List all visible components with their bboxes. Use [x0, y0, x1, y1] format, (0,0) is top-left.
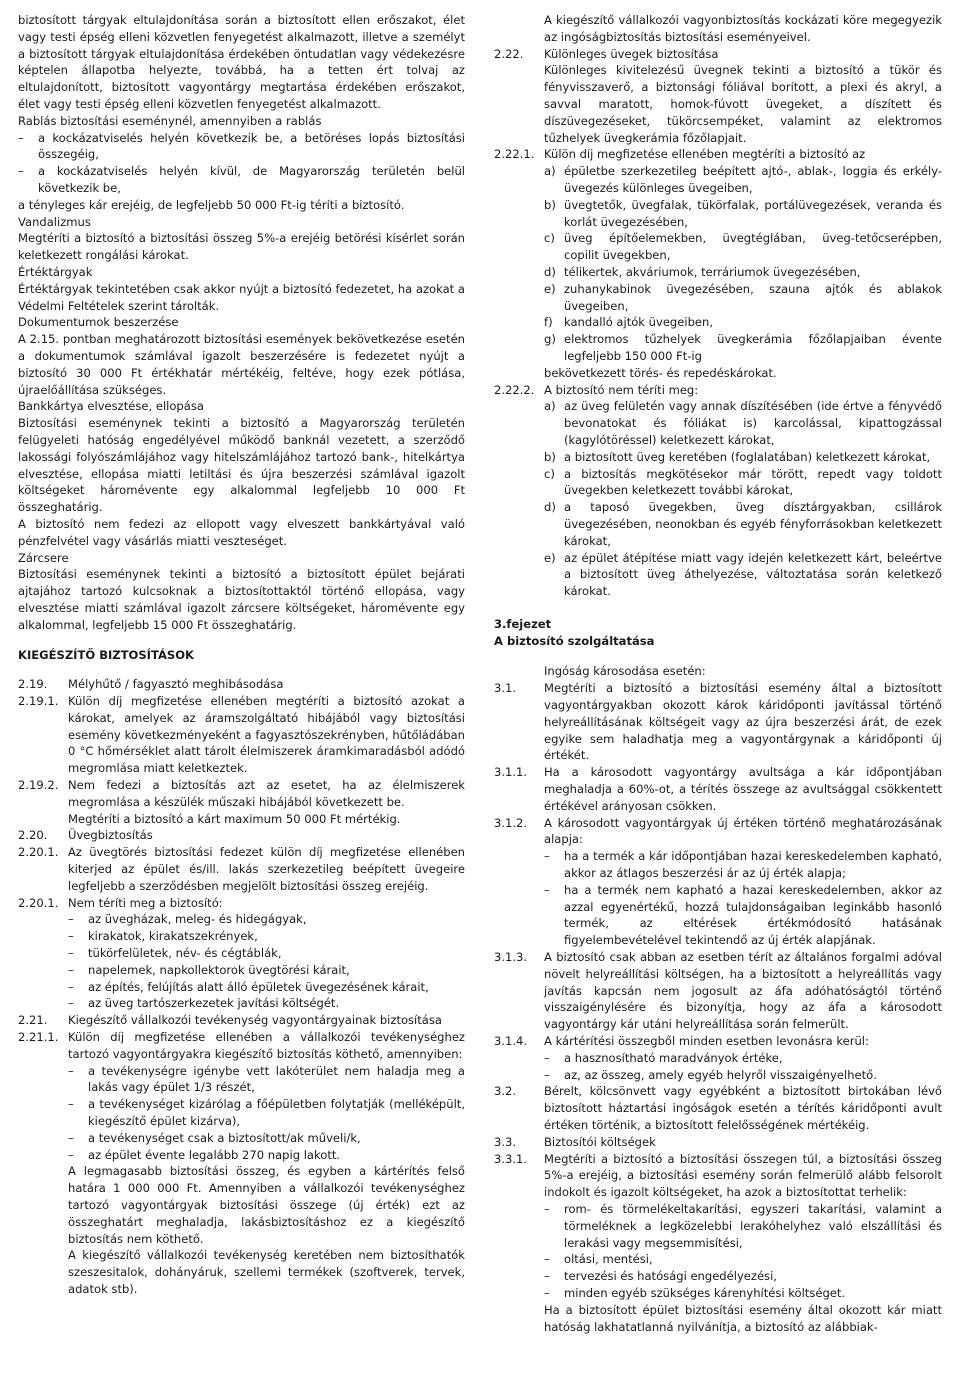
intro-paragraph: biztosított tárgyak eltulajdonítása során a biztosított ellen erőszakot, élet vagy testi épség elleni közvetlen fenyegetést alkalmazott, illetve a személyt a biztosított tárgyak eltulajdonítása érdekében öntudatlan vagy védekezésre képtelen állapotba helyezte, továbbá, ha a tetten ért tolvaj az eltulajdonított, biztosított vagyontárgy megtartása érdekében erőszakot, élet vagy testi épség elleni közvetlen fenyegetést alkalmazott. [18, 13, 465, 111]
numbered-item: 2.22. Különleges üvegek biztosítása [494, 46, 719, 61]
list-item: g) elektromos tűzhelyek üvegkerámia főzőlapjaiban évente legfeljebb 150 000 Ft-ig [544, 332, 942, 363]
numbered-item: 3.1.4. A kártérítési összegből minden esetben levonásra kerül: [494, 1034, 869, 1049]
kiegeszito-heading: KIEGÉSZÍTŐ BIZTOSÍTÁSOK [18, 648, 194, 663]
chapter-number: 3.fejezet [494, 616, 552, 631]
dash-list [18, 911, 465, 1012]
list-item: – oltási, mentési, [544, 1252, 653, 1267]
section-heading: Zárcsere [18, 550, 69, 565]
numbered-item: 3.1.3. A biztosító csak abban az esetben térít az általános forgalmi adóval növelt helyreállítási költségen, ha a biztosított a helyreállítás vagy javítás kapcsán nem jogosult az áfa adóhatóságtól történő visszaigénylésére és bizonyítja, hogy az áfa a károsodott vagyontárgy kár utáni helyreállítása során felmerült. [494, 950, 942, 1032]
list-item: d) télikertek, akváriumok, terráriumok üvegezésében, [544, 264, 861, 279]
list-item: a) az üveg felületén vagy annak díszítésében (ide értve a fényvédő bevonatokat és fóliákat is) karcolással, kipattogzással (kagylótöréssel) keletkezett károkat, [544, 399, 942, 447]
list-item: c) üveg építőelemekben, üvegtéglában, üveg-tetőcserépben, copilit üvegekben, [544, 231, 942, 263]
numbered-item: 2.21. Kiegészítő vállalkozói tevékenység vagyontárgyainak biztosítása [18, 1013, 442, 1028]
list-item: f) kandalló ajtók üvegeiben, [544, 315, 713, 330]
numbered-item: 2.19.1. Külön díj megfizetése ellenében megtéríti a biztosító azokat a károkat, amelyek az áramszolgáltató hibájából vagy biztosítási esemény következményeként a fagyasztószekrényben, hűtőládában 0 °C hőmérséklet alatt tárolt élelmiszerek áramkimaradásból adódó megromlása miatt keletkeztek. [18, 694, 465, 776]
numbered-item: 2.19.2. Nem fedezi a biztosítás azt az esetet, ha az élelmiszerek megromlása a készülék műszaki hibájából következett be. [18, 778, 465, 809]
list-item: – a tevékenységet csak a biztosított/ak műveli/k, [68, 1130, 361, 1145]
numbered-item: 3.1. Megtéríti a biztosító a biztosítási esemény által a biztosított vagyontárgyakban okozott károk káridőponti javítással történő helyreállításának költségeit vagy az újra beszerzési árát, de ezek egyike sem haladhatja meg a vagyontárgynak a káridőponti új értékét. [494, 681, 942, 763]
dash-list [18, 1063, 465, 1164]
list-item: b) a biztosított üveg keretében (foglalatában) keletkezett károkat, [544, 449, 931, 464]
indented-paragraph: Különleges kivitelezésű üvegnek tekinti a biztosító a tükör és fényvisszaverő, a biztonsági fóliával borított, a plexi és akryl, a savval maratott, homok-fúvott üvegeket, a díszített és díszüvegezéseket, tükörcsempéket, valamint az elektromos tűzhelyek üvegkerámia főzőlapjait. [544, 63, 942, 145]
list-item: – kirakatok, kirakatszekrények, [68, 929, 258, 944]
bank-paragraph-2: A biztosító nem fedezi az ellopott vagy elveszett bankkártyával való pénzfelvétel vagy vásárlás miatti veszteséget. [18, 516, 465, 548]
bank-paragraph: Biztosítási eseménynek tekinti a biztosító a Magyarország területén felügyeleti hatóság engedélyével működő banknál vezetett, a szerződő lakossági folyószámlájához vagy hitelszámlájához tartozó bank-, hitelkártya elvesztése, ellopása miatti letiltási és újra beszerzési számlával igazolt költségeket háromévente egy alkalommal legfeljebb 10 000 Ft összeghatárig. [18, 416, 465, 515]
list-item: – a kockázatviselés helyén következik be, a betöréses lopás biztosítási összegéig, [18, 130, 465, 162]
dash-list [494, 848, 942, 949]
list-item: – az üveg tartószerkezetek javítási költségét. [68, 996, 340, 1011]
indented-paragraph: Ha a biztosított épület biztosítási esemény által okozott kár miatt hatóság lakhatatlanná nyilvánítja, a biztosító az alábbiak- [544, 1302, 942, 1334]
list-item: b) üvegtetők, üvegfalak, tükörfalak, portálüvegezések, veranda és korlát üvegezésében, [544, 197, 942, 229]
numbered-item: 2.20. Üvegbiztosítás [18, 828, 153, 843]
list-item: – tükörfelületek, név- és cégtáblák, [68, 946, 282, 961]
ertek-paragraph: Értéktárgyak tekintetében csak akkor nyújt a biztosító fedezetet, ha azokat a Védelmi Feltételek szerint tárolták. [18, 281, 465, 313]
list-item: – ha a termék nem kapható a hazai kereskedelemben, akkor az azzal egyenértékű, hozzá tulajdonságaiban leginkább hasonló termék, az eltérések értékmódosító hatásának figyelembevételével tekintendő az új érték alapjának. [544, 882, 942, 948]
list-item: – tervezési és hatósági engedélyezési, [544, 1269, 777, 1284]
indented-paragraph: A kiegészítő vállalkozói tevékenység keretében nem biztosíthatók szeszesitalok, dohányáruk, szellemi termékek (szoftverek, tervek, adatok stb). [68, 1248, 465, 1296]
list-item: e) az épület átépítése miatt vagy idején keletkezett kárt, beleértve a biztosított üveg áthelyezése, változtatása során keletkező károkat. [544, 550, 942, 599]
list-item: – a tevékenységet kizárólag a főépületben folytatják (melléképült, kiegészítő épület kizárva), [68, 1097, 465, 1128]
list-item: – napelemek, napkollektorok üvegtörési kárait, [68, 962, 350, 977]
vandal-paragraph: Megtéríti a biztosító a biztosítási összeg 5%-a erejéig betörési kísérlet során keletkezett rongálási károkat. [18, 231, 465, 263]
list-item: – rom- és törmelékeltakarítási, egyszeri takarítási, valamint a törmeléknek a legközelebbi lerakóhelyhez való elszállítási és lerakási vagy megsemmisítési, [544, 1201, 942, 1250]
dash-list [494, 1201, 942, 1302]
list-item: c) a biztosítás megkötésekor már törött, repedt vagy toldott üvegekben keletkezett további károkat, [544, 466, 942, 498]
section-heading: Bankkártya elvesztése, ellopása [18, 399, 204, 414]
list-item: a) épületbe szerkezetileg beépített ajtó-, ablak-, loggia és erkély-üvegezés különleges üvegeiben, [544, 164, 942, 195]
list-item: – az, az összeg, amely egyéb helyről visszaigényelhető. [544, 1067, 877, 1082]
list-item: – a tevékenységre igénybe vett lakóterület nem haladja meg a lakás vagy épület 1/3 részét, [68, 1063, 465, 1095]
list-item: e) zuhanykabinok üvegezésében, szauna ajtók és ablakok üvegeiben, [544, 281, 942, 313]
indented-paragraph: Ingóság károsodása esetén: [544, 664, 706, 679]
numbered-item: 3.3.1. Megtéríti a biztosító a biztosítási összegen túl, a biztosítási összeg 5%-a erejéig, a biztosítási esemény során felmerülő alább felsorolt indokolt és igazolt költségeket, ha azok a biztosítottat terhelik: [494, 1151, 942, 1200]
rablas-end: a tényleges kár erejéig, de legfeljebb 50 000 Ft-ig téríti a biztosító. [18, 197, 405, 212]
lettered-list [494, 163, 942, 365]
numbered-item: 2.22.2. A biztosító nem téríti meg: [494, 382, 699, 397]
list-item: – az üvegházak, meleg- és hidegágyak, [68, 912, 307, 927]
list-item: – az épület évente legalább 270 napig lakott. [68, 1147, 341, 1162]
indented-paragraph: A legmagasabb biztosítási összeg, és egyben a kártérítés felső határa 1 000 000 Ft. Amennyiben a vállalkozói tevékenységhez tartozó vagyontárgyak biztosítási összege (új érték) ezt az összeghatárt meghaladja, lakásbiztosításhoz ez a kiegészítő biztosítás nem köthető. [68, 1164, 465, 1246]
section-heading: Vandalizmus [18, 214, 91, 229]
list-item: d) a taposó üvegekben, üveg dísztárgyakban, csillárok üvegezésében, neonokban és egyéb fényforrásokban keletkezett károkat, [544, 500, 942, 548]
section-heading: Dokumentumok beszerzése [18, 315, 179, 330]
indented-paragraph: A kiegészítő vállalkozói vagyonbiztosítás kockázati köre megegyezik az ingóságbiztosítás biztosítási eseményeivel. [544, 13, 942, 44]
indented-paragraph: bekövetkezett törés- és repedéskárokat. [544, 365, 777, 380]
dash-list [494, 1050, 942, 1084]
numbered-item: 3.3. Biztosítói költségek [494, 1134, 656, 1149]
chapter-title: A biztosító szolgáltatása [494, 633, 655, 648]
numbered-item: 2.21.1. Külön díj megfizetése ellenében a vállalkozói tevékenységhez tartozó vagyontárgyakra kiegészítő biztosítás köthető, amennyiben: [18, 1030, 465, 1061]
indented-paragraph: Megtéríti a biztosító a kárt maximum 50 000 Ft mértékig. [68, 811, 401, 826]
list-item: – minden egyéb szükséges kárenyhítési költséget. [544, 1285, 846, 1300]
list-item: – a hasznosítható maradványok értéke, [544, 1050, 783, 1065]
lettered-list [494, 398, 942, 600]
numbered-item: 3.1.1. Ha a károsodott vagyontárgy avultsága a kár időpontjában meghaladja a 60%-ot, a térítés összege az avultsággal csökkentett értékével arányosan csökken. [494, 765, 942, 813]
dash-marker: – [18, 164, 24, 179]
section-heading: Értéktárgyak [18, 264, 93, 279]
rablas-intro: Rablás biztosítási eseménynél, amennyiben a rablás [18, 113, 322, 128]
list-item: – ha a termék a kár időpontjában hazai kereskedelemben kapható, akkor az átlagos beszerzési ár az új érték alapja; [544, 849, 942, 881]
numbered-item: 2.22.1. Külön díj megfizetése ellenében megtéríti a biztosító az [494, 147, 866, 162]
dash-marker: – [18, 130, 24, 145]
numbered-item: 2.19. Mélyhűtő / fagyasztó meghibásodása [18, 677, 284, 692]
dok-paragraph: A 2.15. pontban meghatározott biztosítási események bekövetkezése esetén a dokumentumok számlával igazolt beszerzésére is fedezetet nyújt a biztosító 30 000 Ft értékhatár mértékéig, feltéve, hogy ezek pótlása, újraelőállítása szükséges. [18, 332, 465, 397]
list-item: – az építés, felújítás alatt álló épületek üvegezésének kárait, [68, 979, 429, 994]
numbered-item: 2.20.1. Nem téríti meg a biztosító: [18, 895, 223, 910]
left-column [18, 12, 465, 1298]
numbered-item: 3.1.2. A károsodott vagyontárgyak új értéken történő meghatározásának alapja: [494, 815, 942, 847]
zar-paragraph: Biztosítási eseménynek tekinti a biztosító a biztosított épület bejárati ajtajához tartozó kulcsoknak a biztosítottaktól történő ellopása, vagy elvesztése miatti számlával igazolt zárcsere költségeket, háromévente egy alkalommal, legfeljebb 15 000 Ft összeghatárig. [18, 567, 465, 632]
numbered-item: 3.2. Bérelt, kölcsönvett vagy egyébként a biztosított birtokában lévő biztosított háztartási ingóságok esetén a térítés káridőponti avult értéken történik, a biztosított felelősségének mértékéig. [494, 1084, 942, 1132]
list-item: – a kockázatviselés helyén kívül, de Magyarország területén belül következik be, [18, 164, 465, 195]
right-column [494, 12, 942, 1335]
numbered-item: 2.20.1. Az üvegtörés biztosítási fedezet külön díj megfizetése ellenében kiterjed az épület és/ill. lakás szerkezetileg beépített üvegeire legfeljebb a szerződésben megjelölt biztosítási összeg erejéig. [18, 845, 465, 893]
